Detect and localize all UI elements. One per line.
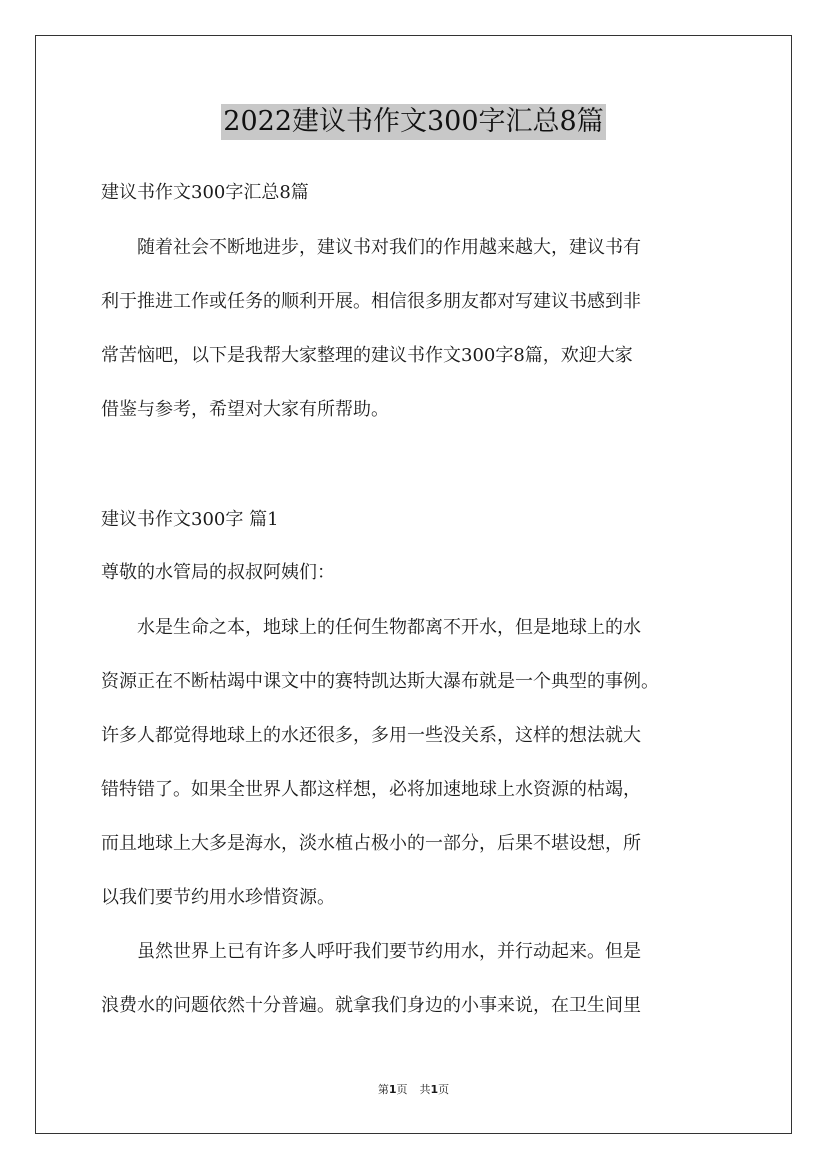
section-heading: 建议书作文300字 篇1	[101, 509, 279, 530]
salutation-line: 尊敬的水管局的叔叔阿姨们：	[101, 562, 335, 583]
paragraph-line: 利于推进工作或任务的顺利开展。相信很多朋友都对写建议书感到非	[101, 291, 641, 312]
total-pages: 1	[430, 1083, 439, 1096]
total-prefix: 共	[419, 1083, 431, 1096]
paragraph-line: 浪费水的问题依然十分普遍。就拿我们身边的小事来说，在卫生间里	[101, 995, 641, 1016]
paragraph-line: 许多人都觉得地球上的水还很多，多用一些没关系，这样的想法就大	[101, 725, 641, 746]
page-suffix: 页	[396, 1083, 408, 1096]
paragraph-line: 而且地球上大多是海水，淡水植占极小的一部分，后果不堪设想，所	[101, 833, 641, 854]
paragraph-line: 借鉴与参考，希望对大家有所帮助。	[101, 399, 389, 420]
paragraph-line: 常苦恼吧，以下是我帮大家整理的建议书作文300字8篇，欢迎大家	[101, 345, 633, 366]
page-prefix: 第	[377, 1083, 389, 1096]
paragraph-line: 以我们要节约用水珍惜资源。	[101, 887, 335, 908]
total-suffix: 页	[438, 1083, 450, 1096]
paragraph-line: 随着社会不断地进步，建议书对我们的作用越来越大，建议书有	[137, 237, 641, 258]
subtitle-line: 建议书作文300字汇总8篇	[101, 182, 309, 203]
document-title: 2022建议书作文300字汇总8篇	[221, 104, 605, 140]
paragraph-line: 水是生命之本，地球上的任何生物都离不开水，但是地球上的水	[137, 617, 641, 638]
page-current: 1	[388, 1083, 397, 1096]
paragraph-line: 资源正在不断枯竭中课文中的赛特凯达斯大瀑布就是一个典型的事例。	[101, 671, 659, 692]
paragraph-line: 错特错了。如果全世界人都这样想，必将加速地球上水资源的枯竭，	[101, 779, 641, 800]
paragraph-line: 虽然世界上已有许多人呼吁我们要节约用水，并行动起来。但是	[137, 941, 641, 962]
page-footer	[0, 1082, 827, 1098]
title-container	[0, 104, 827, 140]
